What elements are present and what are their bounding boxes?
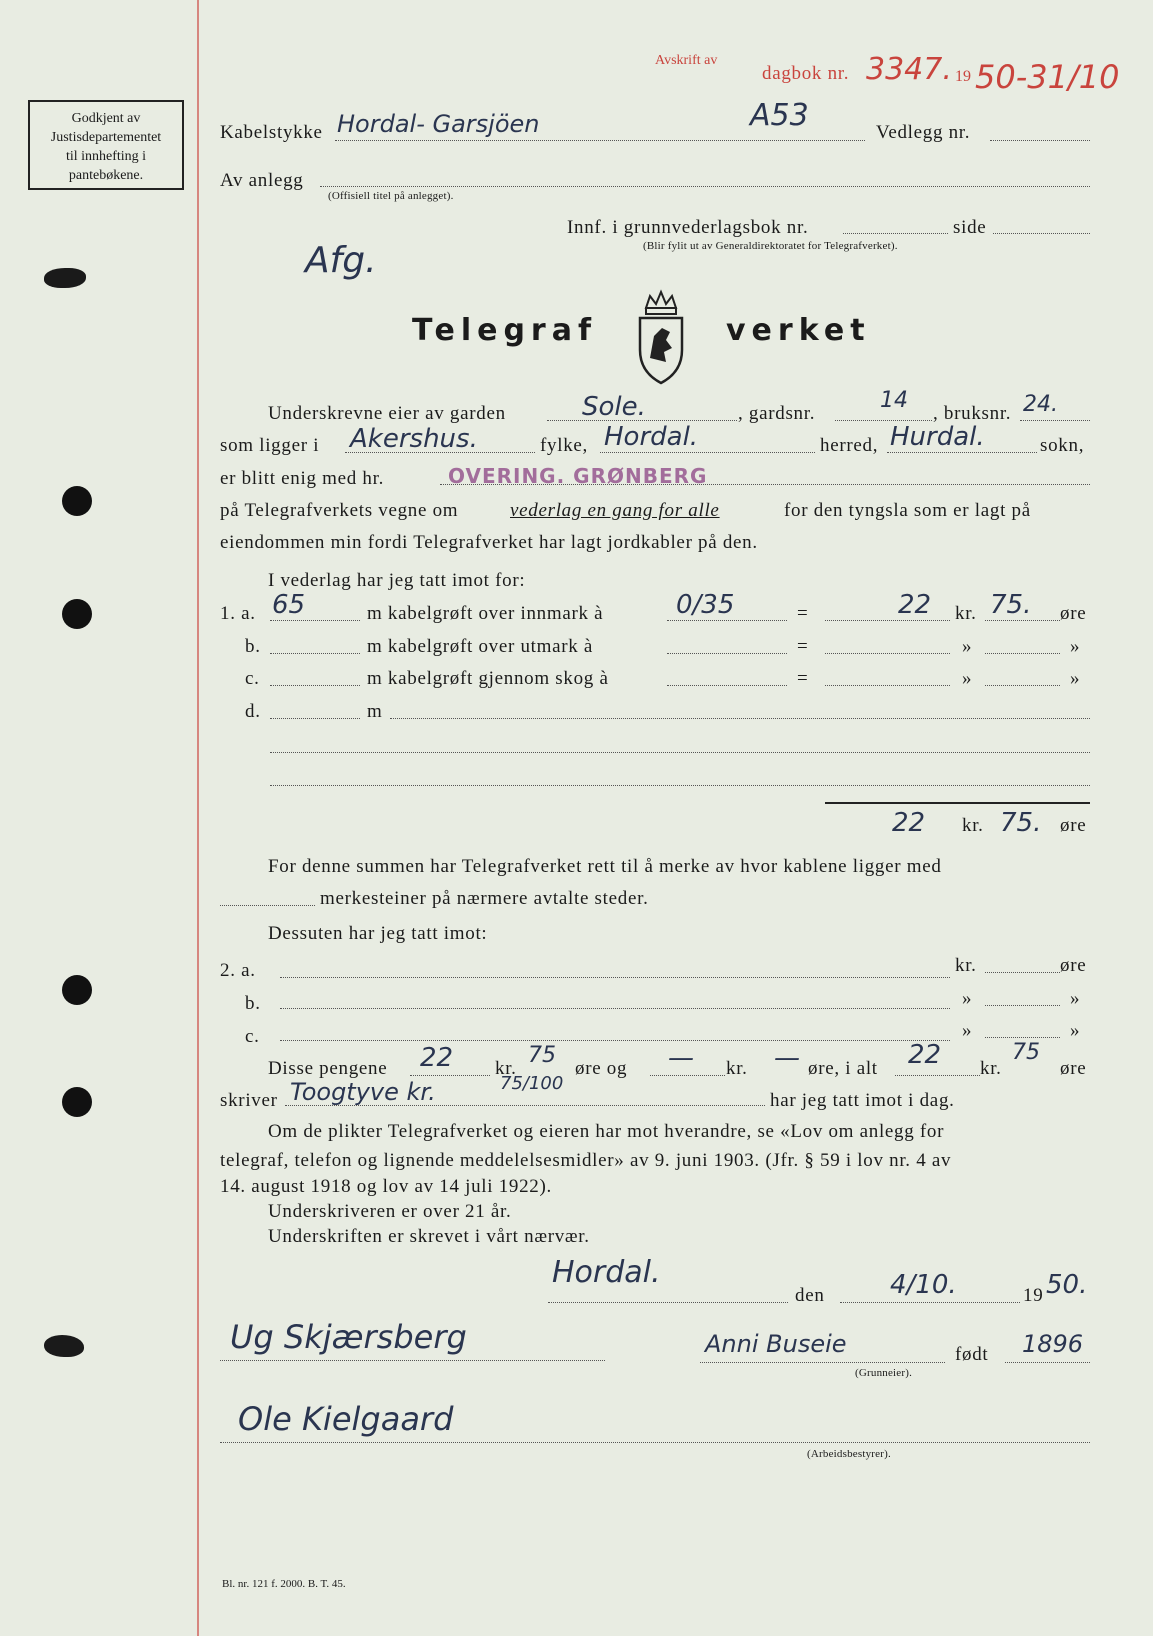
item-2b-ore-dots: [985, 1005, 1060, 1006]
item-1d-desc-dots: [390, 718, 1090, 719]
terms-line-text-b: for den tyngsla som er lagt på: [784, 500, 1031, 521]
amount-in-words: Toogtyve kr.: [290, 1078, 436, 1106]
sign-year: 50.: [1046, 1270, 1088, 1300]
total-kr-label: kr.: [962, 815, 984, 836]
total-kr-value: 22: [892, 808, 926, 838]
item-2a-kr: kr.: [955, 955, 977, 976]
dagbok-year: 50-31/10: [975, 58, 1120, 96]
item-1c-kr-dots: [825, 685, 950, 686]
blank-line-1: [270, 752, 1090, 753]
sum-total-kr-dots: [895, 1075, 980, 1076]
dagbok-label: dagbok nr.: [762, 63, 850, 84]
herred-dots: [600, 452, 815, 453]
sign-place: Hordal.: [552, 1255, 661, 1290]
item-1c-number: c.: [245, 668, 260, 689]
vedlegg-dots: [990, 140, 1090, 141]
item-1c-ore: »: [1070, 668, 1081, 689]
dagbok-number: 3347.: [866, 52, 952, 87]
den-label: den: [795, 1285, 825, 1306]
stamp-line-3: til innhefting i: [65, 149, 147, 164]
item-1d-text: m: [367, 701, 383, 722]
representative-stamp: OVERING. GRØNBERG: [448, 464, 708, 488]
item-1b-rate-dots: [667, 653, 787, 654]
representative-dots: [440, 484, 1090, 485]
total-ore-label: øre: [1060, 815, 1087, 836]
owner-line-text-a: Underskrevne eier av garden: [268, 403, 506, 424]
sum-kr-2: —: [668, 1043, 694, 1073]
item-1b-ore: »: [1070, 636, 1081, 657]
arbeidsbestyrer-caption: (Arbeidsbestyrer).: [807, 1448, 891, 1460]
item-1d-meters-dots: [270, 718, 360, 719]
punch-hole-4: [62, 1087, 92, 1117]
item-1a-meters: 65: [272, 590, 306, 620]
birth-year: 1896: [1022, 1330, 1084, 1358]
item-2c-number: c.: [245, 1026, 260, 1047]
title-telegraf: Telegraf: [412, 313, 598, 348]
form-number: Bl. nr. 121 f. 2000. B. T. 45.: [222, 1578, 346, 1590]
item-2b-kr: »: [962, 988, 973, 1009]
grunneier-caption: (Grunneier).: [855, 1367, 913, 1379]
punch-hole-3: [62, 975, 92, 1005]
item-1b-ore-dots: [985, 653, 1060, 654]
item-1c-meters-dots: [270, 685, 360, 686]
amount-fraction: 75/100: [500, 1073, 564, 1094]
item-2b-number: b.: [245, 993, 261, 1014]
owner-line-text-b: , gardsnr.: [738, 403, 816, 424]
item-1c-ore-dots: [985, 685, 1060, 686]
punch-hole-1: [62, 486, 92, 516]
blir-note: (Blir fylit ut av Generaldirektoratet for Telegrafverket).: [643, 240, 898, 252]
sum-text-d: kr.: [726, 1058, 748, 1079]
kabelstykke-value: Hordal- Garsjöen: [337, 110, 540, 138]
sum-total-kr: 22: [908, 1040, 942, 1070]
innf-dots: [843, 233, 948, 234]
item-2a-ore-dots: [985, 972, 1060, 973]
av-anlegg-dots: [320, 186, 1090, 187]
item-1b-kr-dots: [825, 653, 950, 654]
marking-rights-line-1: For denne summen har Telegrafverket rett til å merke av hvor kablene ligger med: [268, 856, 942, 877]
sum-text-c: øre og: [575, 1058, 628, 1079]
stamp-line-2: Justisdepartementet: [50, 130, 162, 145]
property-line: eiendommen min fordi Telegrafverket har lagt jordkabler på den.: [220, 532, 758, 553]
sum-total-ore: 75: [1012, 1040, 1040, 1065]
bruksnr-value: 24.: [1023, 392, 1058, 417]
additional-intro: Dessuten har jeg tatt imot:: [268, 923, 488, 944]
title-verket: verket: [726, 313, 871, 348]
item-1a-equals: =: [797, 603, 809, 624]
item-1b-equals: =: [797, 636, 809, 657]
location-line-text-b: fylke,: [540, 435, 588, 456]
sum-kr-2-dots: [650, 1075, 725, 1076]
owner-line-text-c: , bruksnr.: [933, 403, 1012, 424]
owner-signature: Anni Buseie: [705, 1330, 847, 1358]
witness-1-signature: Ug Skjærsberg: [230, 1318, 467, 1356]
kabelstykke-dots: [335, 140, 865, 141]
sign-date-dots: [840, 1302, 1020, 1303]
dagbok-year-prefix: 19: [955, 68, 971, 85]
owner-signature-line: [700, 1362, 945, 1363]
item-1b-meters-dots: [270, 653, 360, 654]
gardsnr-value: 14: [880, 388, 908, 413]
birth-year-dots: [1005, 1362, 1090, 1363]
herred-value: Hordal.: [604, 422, 699, 452]
sum-text-a: Disse pengene: [268, 1058, 388, 1079]
law-line-3: 14. august 1918 og lov av 14 juli 1922).: [220, 1176, 552, 1197]
sokn-dots: [887, 452, 1037, 453]
fodt-label: født: [955, 1344, 989, 1365]
item-2c-ore-dots: [985, 1037, 1060, 1038]
bottom-signature-line: [220, 1442, 1090, 1443]
sum-text-h: har jeg tatt imot i dag.: [770, 1090, 955, 1111]
item-1b-number: b.: [245, 636, 261, 657]
sum-ore-2: —: [774, 1043, 800, 1073]
item-1a-kr-dots: [825, 620, 950, 621]
skriver-label: skriver: [220, 1090, 278, 1111]
item-1a-rate-dots: [667, 620, 787, 621]
terms-line-text-a: på Telegrafverkets vegne om: [220, 500, 459, 521]
item-1c-kr: »: [962, 668, 973, 689]
sokn-value: Hurdal.: [890, 422, 985, 452]
item-1a-text: m kabelgrøft over innmark à: [367, 603, 604, 624]
blank-line-2: [270, 785, 1090, 786]
item-2b-dots: [280, 1008, 950, 1009]
item-1a-ore-label: øre: [1060, 603, 1087, 624]
approval-stamp-box: [28, 100, 184, 190]
sum-text-b: kr.: [495, 1058, 517, 1079]
total-ore-value: 75.: [1000, 808, 1042, 838]
sum-text-g: øre: [1060, 1058, 1087, 1079]
bnr-dots: [1020, 420, 1090, 421]
item-2a-dots: [280, 977, 950, 978]
item-1a-ore-dots: [985, 620, 1060, 621]
offisiell-note: (Offisiell titel på anlegget).: [328, 190, 454, 202]
item-1a-number: 1. a.: [220, 603, 256, 624]
location-line-text-c: herred,: [820, 435, 879, 456]
margin-rule: [197, 0, 199, 1636]
sum-ore-1: 75: [528, 1043, 556, 1068]
sum-text-f: kr.: [980, 1058, 1002, 1079]
innf-label: Innf. i grunnvederlagsbok nr.: [567, 217, 809, 238]
item-1c-rate-dots: [667, 685, 787, 686]
item-1a-ore-value: 75.: [990, 590, 1032, 620]
item-2c-ore: »: [1070, 1020, 1081, 1041]
item-2c-dots: [280, 1040, 950, 1041]
sum-kr-1: 22: [420, 1043, 454, 1073]
amount-words-dots: [285, 1105, 765, 1106]
item-2b-ore: »: [1070, 988, 1081, 1009]
item-2a-ore: øre: [1060, 955, 1087, 976]
sum-text-e: øre, i alt: [808, 1058, 878, 1079]
sign-place-dots: [548, 1302, 788, 1303]
item-1a-kr-value: 22: [898, 590, 932, 620]
sum-kr-1-dots: [410, 1075, 490, 1076]
marking-dots: [220, 905, 315, 906]
initials: Afg.: [305, 240, 377, 281]
marking-rights-line-2: merkesteiner på nærmere avtalte steder.: [320, 888, 649, 909]
gnr-dots: [835, 420, 932, 421]
av-anlegg-label: Av anlegg: [220, 170, 304, 191]
law-line-2: telegraf, telefon og lignende meddelelsesmidler» av 9. juni 1903. (Jfr. § 59 i lov nr. 4 av: [220, 1150, 952, 1171]
witness-2-signature: Ole Kielgaard: [238, 1400, 454, 1438]
law-line-1: Om de plikter Telegrafverket og eieren har mot hverandre, se «Lov om anlegg for: [268, 1121, 945, 1142]
item-1a-meters-dots: [270, 620, 360, 621]
item-1d-number: d.: [245, 701, 261, 722]
witness-statement: Underskriften er skrevet i vårt nærvær.: [268, 1226, 590, 1247]
location-line-text-a: som ligger i: [220, 435, 320, 456]
kabelstykke-label: Kabelstykke: [220, 122, 323, 143]
item-1b-text: m kabelgrøft over utmark à: [367, 636, 594, 657]
terms-handwritten: vederlag en gang for alle: [510, 500, 720, 521]
total-rule: [825, 802, 1090, 804]
side-label: side: [953, 217, 987, 238]
agreement-line-text: er blitt enig med hr.: [220, 468, 385, 489]
item-1c-equals: =: [797, 668, 809, 689]
kabel-code: A53: [750, 98, 809, 133]
side-dots: [993, 233, 1090, 234]
witness-1-line: [220, 1360, 605, 1361]
coat-of-arms-icon: [636, 288, 686, 391]
item-1a-kr-label: kr.: [955, 603, 977, 624]
item-1a-rate: 0/35: [676, 590, 735, 620]
item-1b-kr: »: [962, 636, 973, 657]
torn-hole-top: [44, 268, 86, 288]
age-statement: Underskriveren er over 21 år.: [268, 1201, 512, 1222]
avskrift-label: Avskrift av: [655, 53, 718, 68]
stamp-line-1: Godkjent av: [71, 111, 141, 126]
stamp-line-4: pantebøkene.: [68, 168, 144, 183]
torn-hole-bottom: [44, 1335, 84, 1357]
county-value: Akershus.: [350, 424, 478, 454]
farm-name: Sole.: [582, 392, 646, 422]
year-prefix: 19: [1023, 1285, 1044, 1306]
punch-hole-2: [62, 599, 92, 629]
compensation-intro: I vederlag har jeg tatt imot for:: [268, 570, 526, 591]
item-1c-text: m kabelgrøft gjennom skog à: [367, 668, 609, 689]
item-2c-kr: »: [962, 1020, 973, 1041]
sign-date: 4/10.: [890, 1270, 957, 1300]
location-line-text-d: sokn,: [1040, 435, 1085, 456]
item-2a-number: 2. a.: [220, 960, 256, 981]
vedlegg-label: Vedlegg nr.: [876, 122, 971, 143]
